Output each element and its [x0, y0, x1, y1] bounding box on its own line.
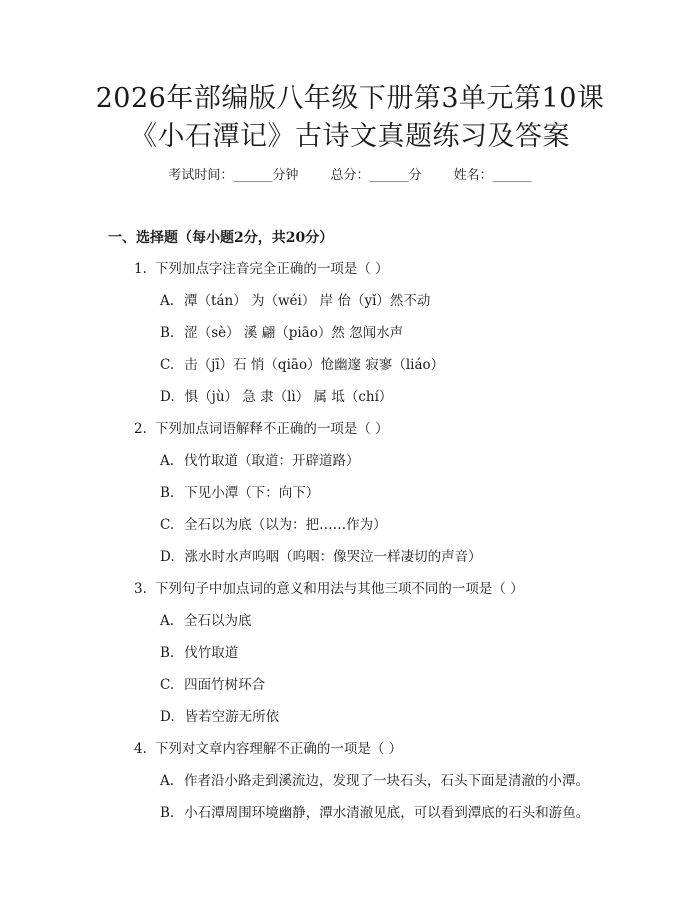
option-text: 作者沿小路走到溪流边，发现了一块石头，石头下面是清澈的小潭。	[184, 773, 590, 789]
option-letter: A.	[160, 453, 175, 469]
option-text: 涩（sè） 溪 翩（piāo）然 忽闻水声	[184, 325, 404, 341]
question-3	[134, 579, 524, 599]
score-label: 总分：	[330, 168, 370, 183]
question-1	[134, 259, 389, 279]
option-letter: D.	[160, 709, 175, 725]
page-title-line1: 2026年部编版八年级下册第3单元第10课	[95, 83, 605, 114]
question-number: 2.	[134, 421, 147, 437]
option-letter: B.	[160, 645, 175, 661]
question-2	[134, 419, 389, 439]
name-label: 姓名：	[453, 168, 493, 183]
question-4-option-a[interactable]	[160, 771, 589, 791]
question-number: 3.	[134, 581, 147, 597]
time-label: 考试时间：	[168, 168, 234, 183]
option-letter: A.	[160, 293, 175, 309]
question-3-option-b[interactable]	[160, 643, 238, 663]
time-blank: ______	[233, 168, 273, 183]
section-heading: 一、选择题（每小题2分，共20分）	[108, 230, 334, 246]
option-letter: B.	[160, 805, 175, 821]
option-text: 伐竹取道	[184, 645, 239, 661]
exam-time	[168, 168, 298, 183]
option-letter: A.	[160, 773, 175, 789]
option-text: 皆若空游无所依	[184, 709, 280, 725]
option-letter: D.	[160, 389, 175, 405]
question-text: 下列对文章内容理解不正确的一项是（ ）	[154, 741, 403, 757]
question-3-option-a[interactable]	[160, 611, 252, 631]
question-3-option-c[interactable]	[160, 675, 265, 695]
question-2-option-b[interactable]	[160, 483, 319, 503]
option-text: 伐竹取道（取道：开辟道路）	[184, 453, 360, 469]
option-letter: B.	[160, 325, 175, 341]
name-blank: ______	[492, 168, 532, 183]
question-1-option-b[interactable]	[160, 323, 403, 343]
question-1-option-d[interactable]	[160, 387, 392, 407]
page-title-line2: 《小石潭记》古诗文真题练习及答案	[130, 121, 570, 152]
question-text: 下列加点字注音完全正确的一项是（ ）	[154, 261, 389, 277]
question-2-option-c[interactable]	[160, 515, 387, 535]
option-text: 涨水时水声呜咽（呜咽：像哭泣一样凄切的声音）	[184, 549, 482, 565]
option-text: 击（jī）石 悄（qiāo）怆幽邃 寂寥（liáo）	[184, 357, 445, 373]
exam-meta	[0, 166, 700, 186]
option-letter: C.	[160, 677, 175, 693]
question-number: 1.	[134, 261, 147, 277]
question-2-option-d[interactable]	[160, 547, 482, 567]
score-unit: 分	[408, 168, 422, 183]
question-4	[134, 739, 402, 759]
question-3-option-d[interactable]	[160, 707, 279, 727]
question-number: 4.	[134, 741, 147, 757]
option-letter: B.	[160, 485, 175, 501]
option-text: 小石潭周围环境幽静，潭水清澈见底，可以看到潭底的石头和游鱼。	[184, 805, 590, 821]
question-1-option-c[interactable]	[160, 355, 444, 375]
question-2-option-a[interactable]	[160, 451, 360, 471]
option-letter: C.	[160, 357, 175, 373]
option-text: 四面竹树环合	[184, 677, 266, 693]
option-letter: A.	[160, 613, 175, 629]
option-text: 下见小潭（下：向下）	[184, 485, 320, 501]
score-blank: ______	[369, 168, 409, 183]
option-text: 惧（jù） 急 隶（lì） 属 坻（chí）	[184, 389, 393, 405]
question-4-option-b[interactable]	[160, 803, 589, 823]
option-letter: D.	[160, 549, 175, 565]
option-text: 潭（tán） 为（wéi） 岸 佁（yǐ）然不动	[184, 293, 431, 309]
time-unit: 分钟	[272, 168, 299, 183]
question-text: 下列句子中加点词的意义和用法与其他三项不同的一项是（ ）	[154, 581, 524, 597]
question-1-option-a[interactable]	[160, 291, 430, 311]
option-letter: C.	[160, 517, 175, 533]
exam-score	[330, 168, 421, 183]
option-text: 全石以为底	[184, 613, 252, 629]
exam-name	[454, 168, 532, 183]
question-text: 下列加点词语解释不正确的一项是（ ）	[154, 421, 389, 437]
option-text: 全石以为底（以为：把……作为）	[184, 517, 387, 533]
